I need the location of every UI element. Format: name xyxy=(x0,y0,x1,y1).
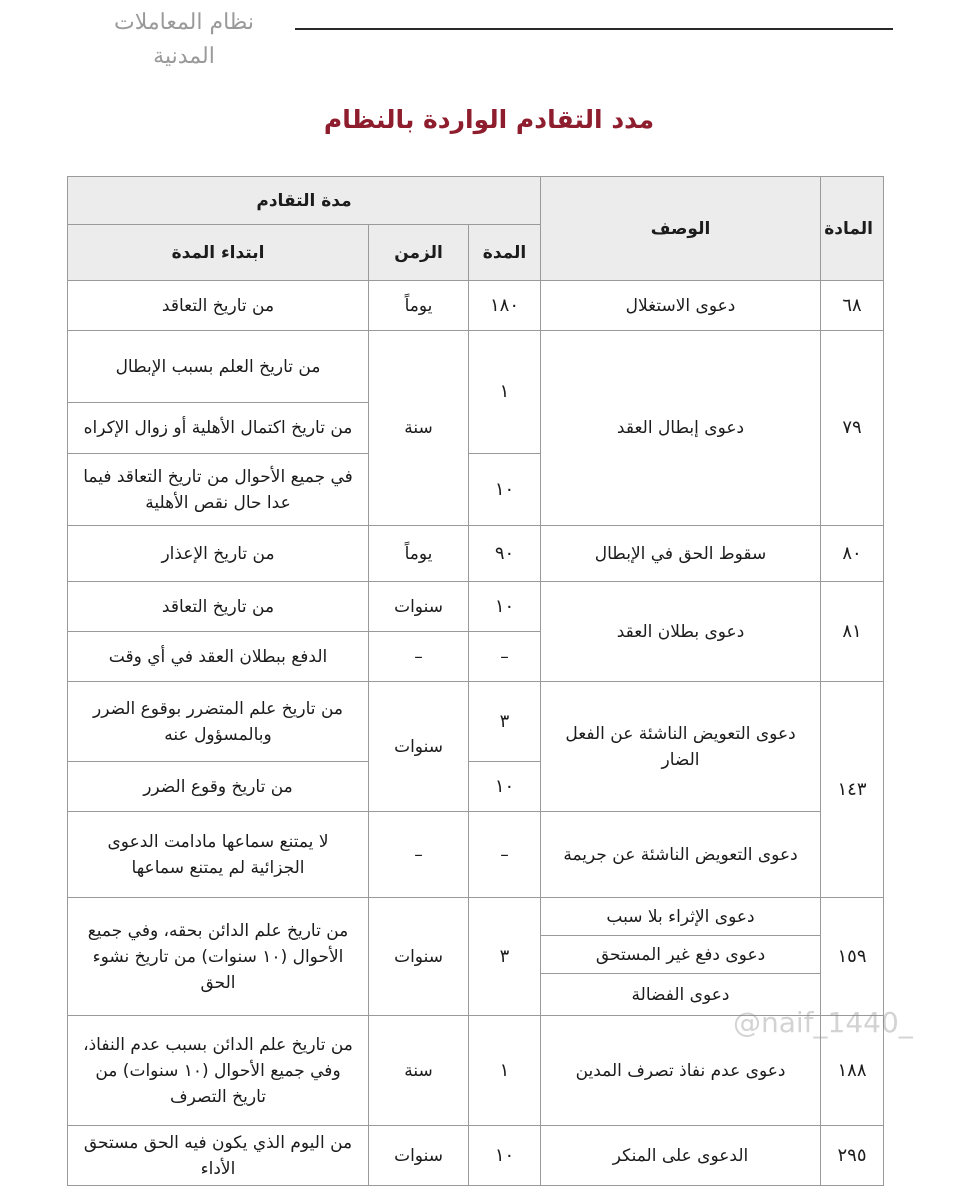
start-cell: الدفع ببطلان العقد في أي وقت xyxy=(68,632,369,682)
duration-cell: ٣ xyxy=(469,898,541,1016)
duration-cell: ١ xyxy=(469,331,541,454)
description-cell: دعوى الفضالة xyxy=(541,974,821,1016)
start-cell: من تاريخ العلم بسبب الإبطال xyxy=(68,331,369,403)
article-cell: ٦٨ xyxy=(821,281,884,331)
table-row xyxy=(68,898,884,936)
duration-cell: ٣ xyxy=(469,682,541,762)
description-cell: دعوى عدم نفاذ تصرف المدين xyxy=(541,1016,821,1126)
start-cell: من تاريخ التعاقد xyxy=(68,582,369,632)
header-divider xyxy=(295,28,893,30)
description-cell: دعوى دفع غير المستحق xyxy=(541,936,821,974)
duration-cell: – xyxy=(469,812,541,898)
description-cell: دعوى بطلان العقد xyxy=(541,582,821,682)
article-cell: ٢٩٥ xyxy=(821,1126,884,1186)
unit-cell: سنوات xyxy=(369,1126,469,1186)
start-cell: من تاريخ وقوع الضرر xyxy=(68,762,369,812)
unit-cell: يوماً xyxy=(369,281,469,331)
description-cell: سقوط الحق في الإبطال xyxy=(541,526,821,582)
description-cell: دعوى إبطال العقد xyxy=(541,331,821,526)
duration-cell: ١٠ xyxy=(469,1126,541,1186)
header-prescription-period: مدة التقادم xyxy=(68,177,541,225)
duration-cell: – xyxy=(469,632,541,682)
unit-cell: سنة xyxy=(369,331,469,526)
unit-cell: يوماً xyxy=(369,526,469,582)
header-description: الوصف xyxy=(541,177,821,281)
article-cell: ١٥٩ xyxy=(821,898,884,1016)
table-row xyxy=(68,526,884,582)
article-cell: ٧٩ xyxy=(821,331,884,526)
duration-cell: ١٠ xyxy=(469,582,541,632)
table-row xyxy=(68,682,884,762)
table-row xyxy=(68,281,884,331)
article-cell: ١٨٨ xyxy=(821,1016,884,1126)
article-cell: ١٤٣ xyxy=(821,682,884,898)
header-duration: المدة xyxy=(469,225,541,281)
start-cell: لا يمتنع سماعها مادامت الدعوى الجزائية لم يمتنع سماعها xyxy=(68,812,369,898)
unit-cell: – xyxy=(369,632,469,682)
start-cell: من تاريخ علم الدائن بحقه، وفي جميع الأحوال (١٠ سنوات) من تاريخ نشوء الحق xyxy=(68,898,369,1016)
description-cell: دعوى التعويض الناشئة عن جريمة xyxy=(541,812,821,898)
article-cell: ٨٠ xyxy=(821,526,884,582)
header-article: المادة xyxy=(821,177,884,281)
unit-cell: – xyxy=(369,812,469,898)
description-cell: دعوى الإثراء بلا سبب xyxy=(541,898,821,936)
unit-cell: سنوات xyxy=(369,582,469,632)
description-cell: دعوى الاستغلال xyxy=(541,281,821,331)
table-row xyxy=(68,812,884,898)
start-cell: من تاريخ التعاقد xyxy=(68,281,369,331)
start-cell: من تاريخ الإعذار xyxy=(68,526,369,582)
description-cell: دعوى التعويض الناشئة عن الفعل الضار xyxy=(541,682,821,812)
unit-cell: سنوات xyxy=(369,682,469,812)
unit-cell: سنة xyxy=(369,1016,469,1126)
start-cell: من تاريخ علم المتضرر بوقوع الضرر وبالمسؤول عنه xyxy=(68,682,369,762)
logo: نظام المعاملات المدنية xyxy=(114,10,254,69)
page-title: مدد التقادم الواردة بالنظام xyxy=(323,105,655,134)
header-period-start: ابتداء المدة xyxy=(68,225,369,281)
start-cell: في جميع الأحوال من تاريخ التعاقد فيما عدا حال نقص الأهلية xyxy=(68,454,369,526)
duration-cell: ١ xyxy=(469,1016,541,1126)
article-cell: ٨١ xyxy=(821,582,884,682)
header-time-unit: الزمن xyxy=(369,225,469,281)
duration-cell: ١٠ xyxy=(469,762,541,812)
watermark: @naif_1440_ xyxy=(733,1006,913,1039)
table-row xyxy=(68,1126,884,1186)
table-row xyxy=(68,582,884,632)
duration-cell: ٩٠ xyxy=(469,526,541,582)
duration-cell: ١٠ xyxy=(469,454,541,526)
start-cell: من اليوم الذي يكون فيه الحق مستحق الأداء xyxy=(68,1126,369,1186)
duration-cell: ١٨٠ xyxy=(469,281,541,331)
start-cell: من تاريخ اكتمال الأهلية أو زوال الإكراه xyxy=(68,403,369,454)
description-cell: الدعوى على المنكر xyxy=(541,1126,821,1186)
unit-cell: سنوات xyxy=(369,898,469,1016)
start-cell: من تاريخ علم الدائن بسبب عدم النفاذ، وفي جميع الأحوال (١٠ سنوات) من تاريخ التصرف xyxy=(68,1016,369,1126)
table-row xyxy=(68,331,884,403)
